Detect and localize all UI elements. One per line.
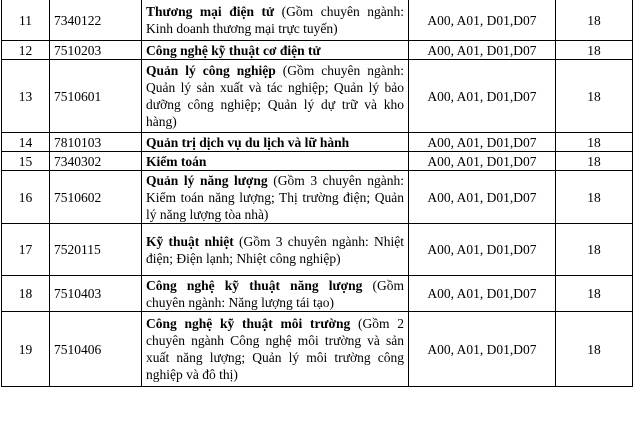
major-code-cell: 7810103 xyxy=(50,133,142,152)
table-row xyxy=(2,312,633,387)
table-row xyxy=(2,224,633,276)
major-code-cell: 7510601 xyxy=(50,60,142,133)
major-code-cell: 7520115 xyxy=(50,224,142,276)
major-note: (Gồm 3 chuyên ngành: Kiểm toán năng lượng; Thị trường điện; Quản lý năng lượng tòa nhà) xyxy=(146,172,404,222)
major-name-cell xyxy=(142,0,409,41)
major-name: Quản trị dịch vụ du lịch và lữ hành xyxy=(146,134,350,150)
quota-cell: 18 xyxy=(556,276,633,312)
quota-cell: 18 xyxy=(556,41,633,60)
quota-cell: 18 xyxy=(556,224,633,276)
major-name-cell xyxy=(142,152,409,171)
subject-combination-cell: A00, A01, D01,D07 xyxy=(409,224,556,276)
table-row xyxy=(2,276,633,312)
quota-cell: 18 xyxy=(556,60,633,133)
major-name-cell xyxy=(142,224,409,276)
major-code-cell: 7510406 xyxy=(50,312,142,387)
stt-cell: 15 xyxy=(2,152,50,171)
stt-cell: 17 xyxy=(2,224,50,276)
major-name-cell xyxy=(142,133,409,152)
major-name: Thương mại điện tử xyxy=(146,4,275,19)
major-code-cell: 7340302 xyxy=(50,152,142,171)
subject-combination-cell: A00, A01, D01,D07 xyxy=(409,276,556,312)
subject-combination-cell: A00, A01, D01,D07 xyxy=(409,0,556,41)
stt-cell: 19 xyxy=(2,312,50,387)
major-code-cell: 7340122 xyxy=(50,0,142,41)
stt-cell: 16 xyxy=(2,171,50,224)
major-name: Công nghệ kỹ thuật cơ điện tử xyxy=(146,42,321,58)
major-name: Kỹ thuật nhiệt xyxy=(146,233,234,249)
major-note: (Gồm 3 chuyên ngành: Nhiệt điện; Điện lạnh; Nhiệt công nghiệp) xyxy=(146,233,405,266)
table-row xyxy=(2,133,633,152)
table-row xyxy=(2,171,633,224)
stt-cell: 14 xyxy=(2,133,50,152)
subject-combination-cell: A00, A01, D01,D07 xyxy=(409,152,556,171)
major-note: (Gồm 2 chuyên ngành Công nghệ môi trường và sản xuất năng lượng; Quản lý môi trường công nghiệp và đô thị) xyxy=(146,316,404,382)
table-row xyxy=(2,60,633,133)
subject-combination-cell: A00, A01, D01,D07 xyxy=(409,133,556,152)
major-name-cell xyxy=(142,60,409,133)
subject-combination-cell: A00, A01, D01,D07 xyxy=(409,41,556,60)
major-code-cell: 7510403 xyxy=(50,276,142,312)
major-name: Quản lý năng lượng xyxy=(146,172,268,188)
table-body xyxy=(2,0,633,387)
major-name: Công nghệ kỹ thuật năng lượng xyxy=(146,277,363,293)
stt-cell: 18 xyxy=(2,276,50,312)
table-row xyxy=(2,41,633,60)
major-name: Kiểm toán xyxy=(146,153,207,169)
stt-cell: 13 xyxy=(2,60,50,133)
quota-cell: 18 xyxy=(556,133,633,152)
major-name-cell xyxy=(142,312,409,387)
subject-combination-cell: A00, A01, D01,D07 xyxy=(409,60,556,133)
quota-cell: 18 xyxy=(556,171,633,224)
table-row xyxy=(2,152,633,171)
major-note: (Gồm chuyên ngành: Kinh doanh thương mại trực tuyến) xyxy=(146,4,404,36)
major-code-cell: 7510602 xyxy=(50,171,142,224)
major-name: Quản lý công nghiệp xyxy=(146,63,276,78)
admissions-table xyxy=(1,0,633,387)
quota-cell: 18 xyxy=(556,152,633,171)
major-name-cell xyxy=(142,171,409,224)
stt-cell: 11 xyxy=(2,0,50,41)
stt-cell: 12 xyxy=(2,41,50,60)
major-code-cell: 7510203 xyxy=(50,41,142,60)
subject-combination-cell: A00, A01, D01,D07 xyxy=(409,312,556,387)
quota-cell: 18 xyxy=(556,0,633,41)
major-name-cell xyxy=(142,41,409,60)
major-name-cell xyxy=(142,276,409,312)
quota-cell: 18 xyxy=(556,312,633,387)
major-note: (Gồm chuyên ngành: Năng lượng tái tạo) xyxy=(146,277,404,310)
subject-combination-cell: A00, A01, D01,D07 xyxy=(409,171,556,224)
table-row xyxy=(2,0,633,41)
major-note: (Gồm chuyên ngành: Quản lý sản xuất và tác nghiệp; Quản lý bảo dưỡng công nghiệp; Quản lý dự trữ và kho hàng) xyxy=(146,63,404,129)
major-name: Công nghệ kỹ thuật môi trường xyxy=(146,316,351,331)
